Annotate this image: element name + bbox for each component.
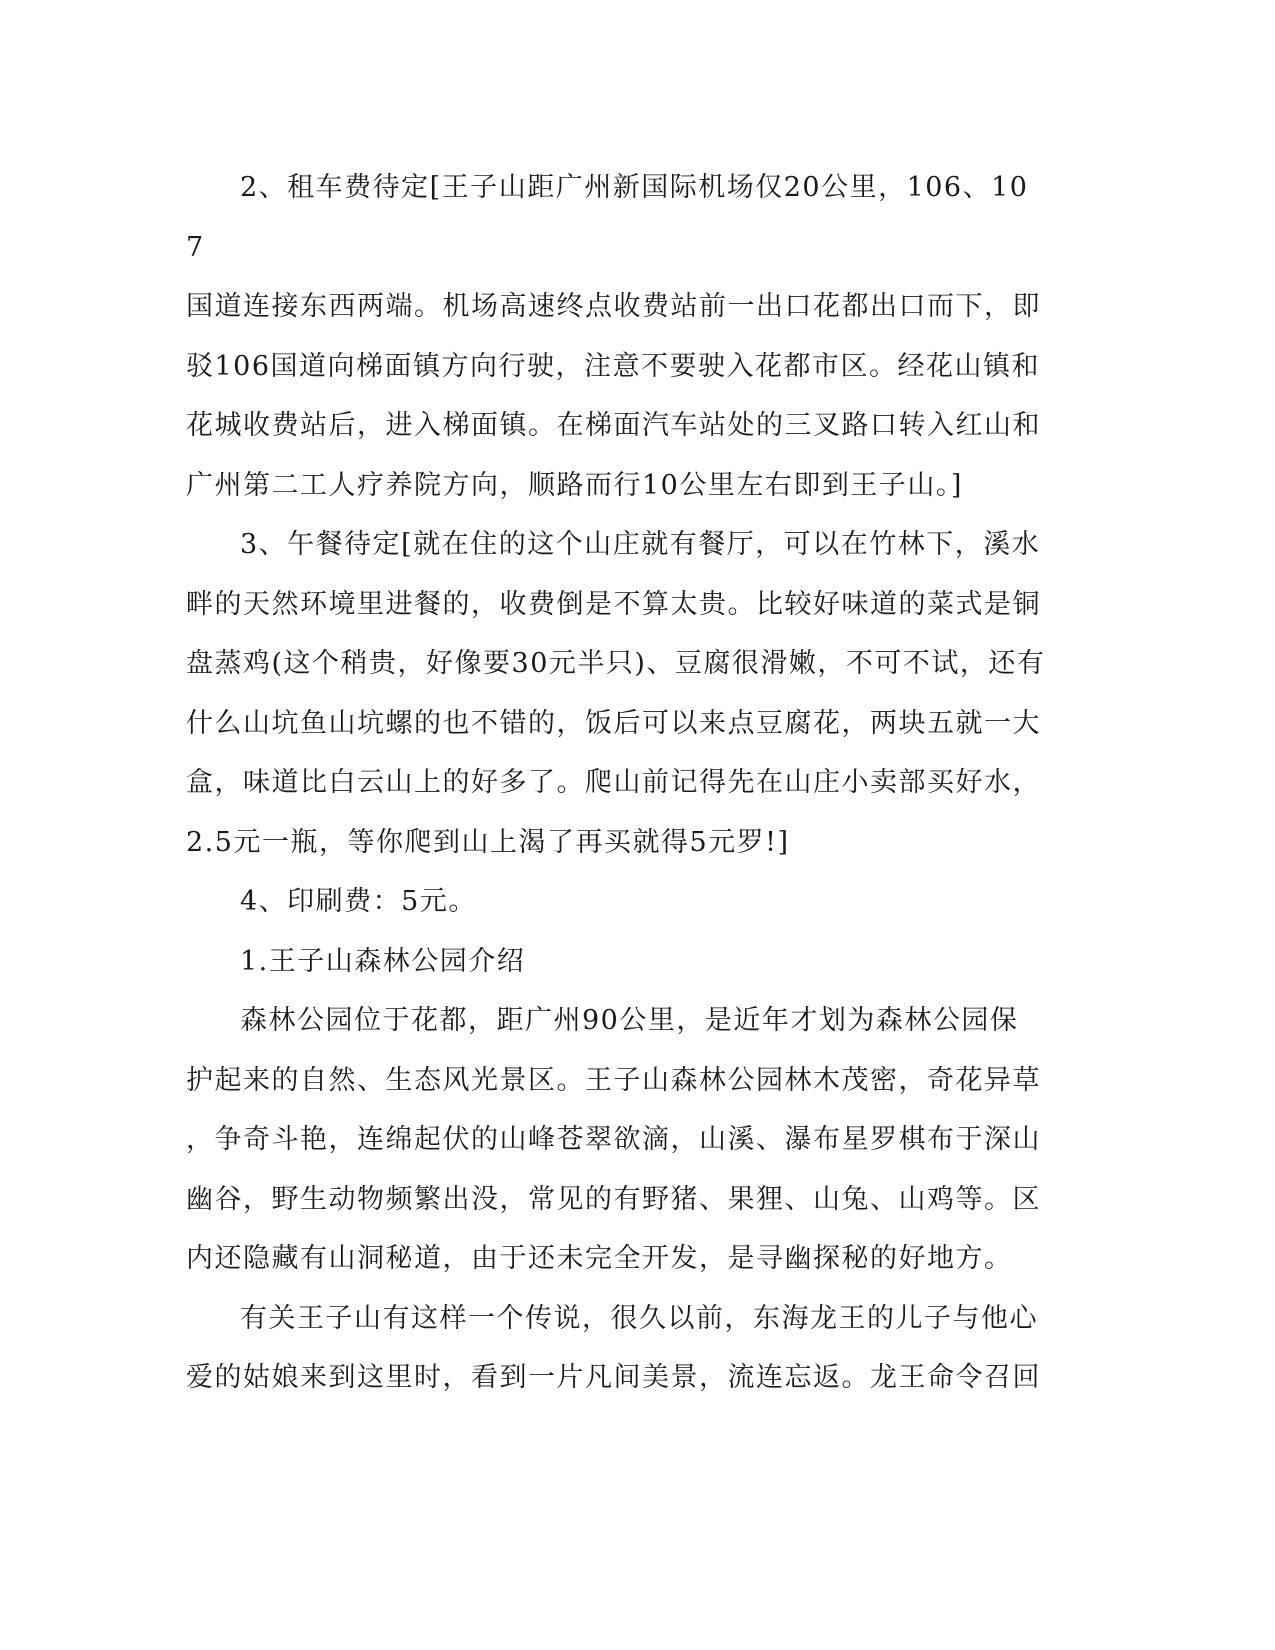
paragraph-car-rental: 2、租车费待定[王子山距广州新国际机场仅20公里，106、107 国道连接东西两端。机场高速终点收费站前一出口花都出口而下，即 驳106国道向梯面镇方向行驶，注意不要驶入花都市区。经花山镇和 花城收费站后，进入梯面镇。在梯面汽车站处的三叉路口转入红山和 广州第二工人疗养院方向，顺路而行10公里左右即到王子山。]: [186, 172, 1041, 501]
paragraph-park-intro: 森林公园位于花都，距广州90公里，是近年才划为森林公园保 护起来的自然、生态风光景区。王子山森林公园林木茂密，奇花异草 ，争奇斗艳，连绵起伏的山峰苍翠欲滴，山溪、瀑布星罗棋布于深山 幽谷，野生动物频繁出没，常见的有野猪、果狸、山兔、山鸡等。区 内还隐藏有山洞秘道，由于还未完全开发，是寻幽探秘的好地方。: [186, 1005, 1041, 1274]
section-heading: 1.王子山森林公园介绍: [240, 945, 526, 977]
paragraph-printing-fee: 4、印刷费：5元。: [240, 886, 477, 917]
paragraph-lunch: 3、午餐待定[就在住的这个山庄就有餐厅，可以在竹林下，溪水 畔的天然环境里进餐的，收费倒是不算太贵。比较好味道的菜式是铜 盘蒸鸡(这个稍贵，好像要30元半只)、豆腐很滑嫩，不可不试，还有 什么山坑鱼山坑螺的也不错的，饭后可以来点豆腐花，两块五就一大 盒，味道比白云山上的好多了。爬山前记得先在山庄小卖部买好水， 2.5元一瓶，等你爬到山上渴了再买就得5元罗!]: [186, 529, 1046, 858]
document-body: [186, 158, 1046, 1408]
paragraph-legend: 有关王子山有这样一个传说，很久以前，东海龙王的儿子与他心 爱的姑娘来到这里时，看到一片凡间美景，流连忘返。龙王命令召回: [186, 1302, 1041, 1393]
